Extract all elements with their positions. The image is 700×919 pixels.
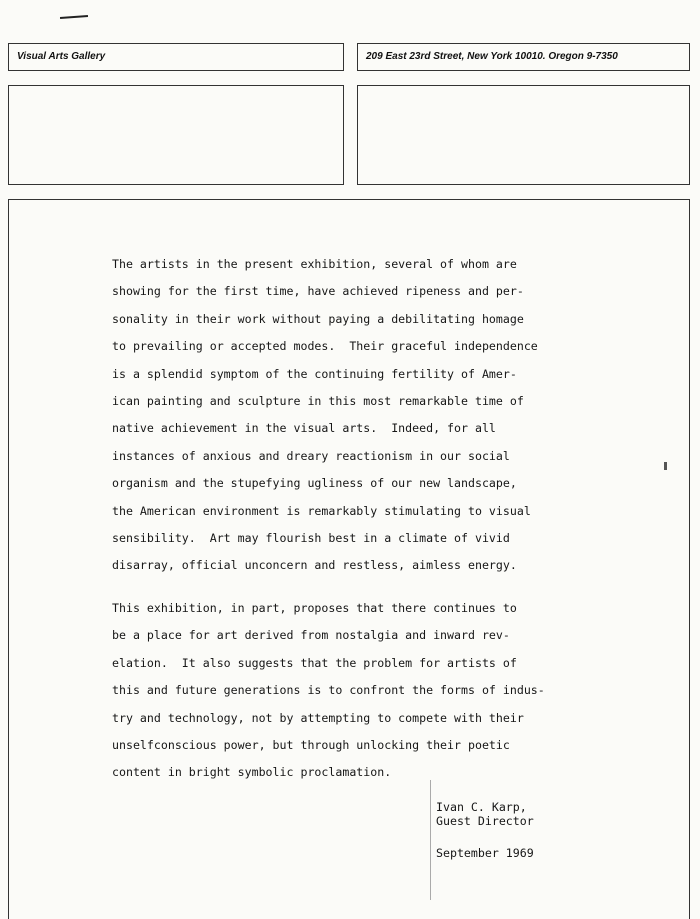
text-line: content in bright symbolic proclamation. bbox=[112, 765, 392, 780]
gallery-name-box bbox=[8, 43, 344, 71]
gallery-address: 209 East 23rd Street, New York 10010. Oregon 9-7350 bbox=[366, 51, 618, 62]
text-line: The artists in the present exhibition, several of whom are bbox=[112, 257, 517, 271]
ink-mark bbox=[664, 462, 667, 470]
address-box bbox=[357, 43, 690, 71]
info-box-left bbox=[8, 85, 344, 185]
text-line: sensibility. Art may flourish best in a climate of vivid bbox=[112, 531, 510, 546]
text-line: to prevailing or accepted modes. Their graceful independence bbox=[112, 339, 538, 354]
text-line: This exhibition, in part, proposes that there continues to bbox=[112, 600, 517, 615]
text-line: this and future generations is to confront the forms of indus- bbox=[112, 683, 545, 698]
text-line: sonality in their work without paying a debilitating homage bbox=[112, 311, 524, 326]
text-line: is a splendid symptom of the continuing fertility of Amer- bbox=[112, 366, 517, 381]
text-line: disarray, official unconcern and restless, aimless energy. bbox=[112, 558, 517, 573]
letter-date: September 1969 bbox=[436, 846, 534, 860]
text-line: instances of anxious and dreary reactionism in our social bbox=[112, 448, 510, 463]
paragraph-1 bbox=[112, 251, 592, 580]
text-line: try and technology, not by attempting to compete with their bbox=[112, 710, 524, 725]
signature-block bbox=[436, 800, 534, 860]
text-line: the American environment is remarkably stimulating to visual bbox=[112, 503, 531, 518]
text-line: be a place for art derived from nostalgia and inward rev- bbox=[112, 628, 510, 643]
pen-mark bbox=[60, 15, 88, 19]
signer-name: Ivan C. Karp, bbox=[436, 800, 527, 814]
info-box-right bbox=[357, 85, 690, 185]
text-line: unselfconscious power, but through unlocking their poetic bbox=[112, 737, 510, 752]
gallery-name: Visual Arts Gallery bbox=[17, 51, 106, 62]
text-line: showing for the first time, have achieved ripeness and per- bbox=[112, 284, 524, 299]
letter-body bbox=[112, 251, 592, 787]
fold-line bbox=[430, 780, 431, 900]
paragraph-2 bbox=[112, 595, 592, 787]
text-line: elation. It also suggests that the problem for artists of bbox=[112, 655, 517, 670]
text-line: native achievement in the visual arts. Indeed, for all bbox=[112, 421, 496, 436]
signer-title: Guest Director bbox=[436, 814, 534, 828]
text-line: organism and the stupefying ugliness of our new landscape, bbox=[112, 476, 517, 491]
text-line: ican painting and sculpture in this most remarkable time of bbox=[112, 394, 524, 409]
